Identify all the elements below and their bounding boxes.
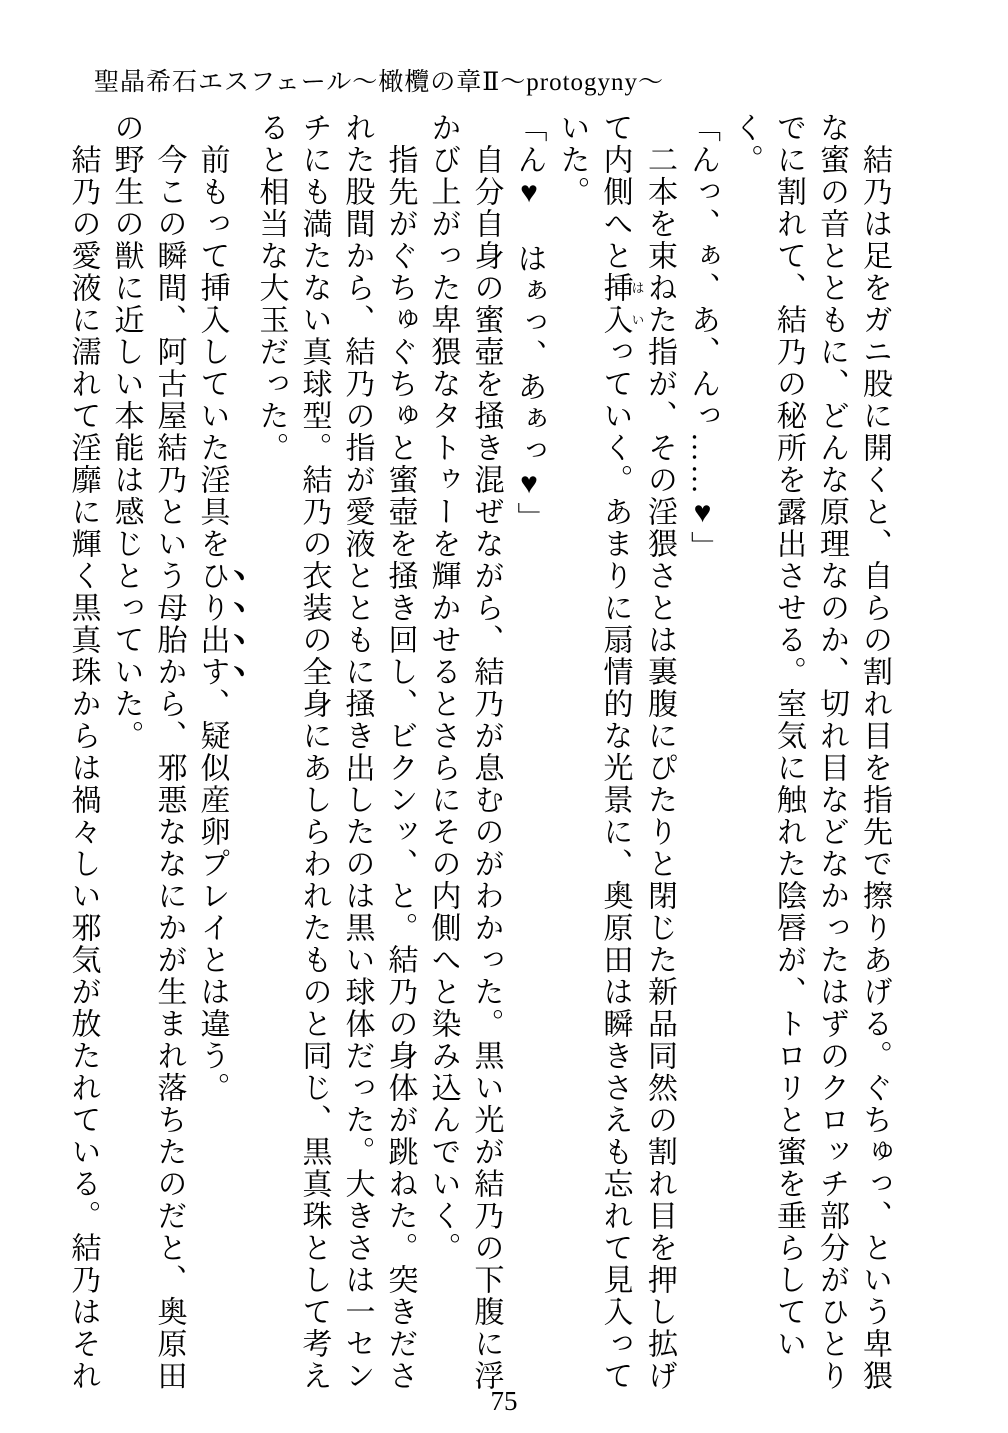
page-body-text: [62, 112, 897, 1398]
narration-paragraph: 前もって挿入していた淫具をひり出す、疑似産卵プレイとは違う。: [195, 144, 229, 1104]
narration-paragraph: 二本を束ねた指が、その淫猥さとは裏腹にぴたりと閉じた新品同然の割れ目を押し拡げて内側へと挿入はいっていく。あまりに扇情的な光景に、奥原田は瞬きさえも忘れて見入っていた。: [555, 112, 676, 1392]
dialogue-paragraph: 「んっ、ぁ、あ、んっ……♥」: [686, 112, 719, 563]
narration-paragraph: 今この瞬間、阿古屋結乃という母胎から、邪悪ななにかが生まれ落ちたのだと、奥原田の野生の獣に近しい本能は感じとっていた。: [109, 112, 186, 1392]
running-header-title: 聖晶希石エスフェール～橄欖の章Ⅱ～protogyny～: [94, 69, 665, 96]
narration-paragraph: 指先がぐちゅぐちゅと蜜壺を掻き回し、ビクンッ、と。結乃の身体が跳ねた。突きだされた股間から、結乃の指が愛液とともに掻き出したのは黒い球体だった。大きさは一センチにも満たない真球型。結乃の衣装の全身にあしらわれたものと同じ、黒真珠として考えると相当な大玉だった。: [254, 112, 417, 1392]
emphasized-text: ひり出す: [195, 560, 229, 688]
hanging-punctuation: 。: [729, 144, 762, 176]
narration-paragraph: 結乃の愛液に濡れて淫靡に輝く黒真珠からは禍々しい邪気が放たれている。結乃はそれ: [66, 144, 100, 1392]
dialogue-paragraph: 「ん♥ はぁっ、あぁっ♥」: [512, 112, 546, 534]
page-number: 75: [490, 1386, 518, 1416]
narration-paragraph: 自分自身の蜜壺を掻き混ぜながら、結乃が息むのがわかった。黒い光が結乃の下腹に浮かび上がった卑猥なタトゥーを輝かせるとさらにその内側へと染み込んでいく。: [426, 112, 503, 1392]
ruby-annotated-word: 挿入はい: [598, 272, 645, 336]
narration-paragraph: 結乃は足をガニ股に開くと、自らの割れ目を指先で擦りあげる。ぐちゅっ、という卑猥な蜜の音とともに、どんな原理なのか、切れ目などなかったはずのクロッチ部分がひとりでに割れて、結乃の秘所を露出させる。室気に触れた陰唇が、トロリと蜜を垂らしていく。: [729, 112, 891, 1392]
